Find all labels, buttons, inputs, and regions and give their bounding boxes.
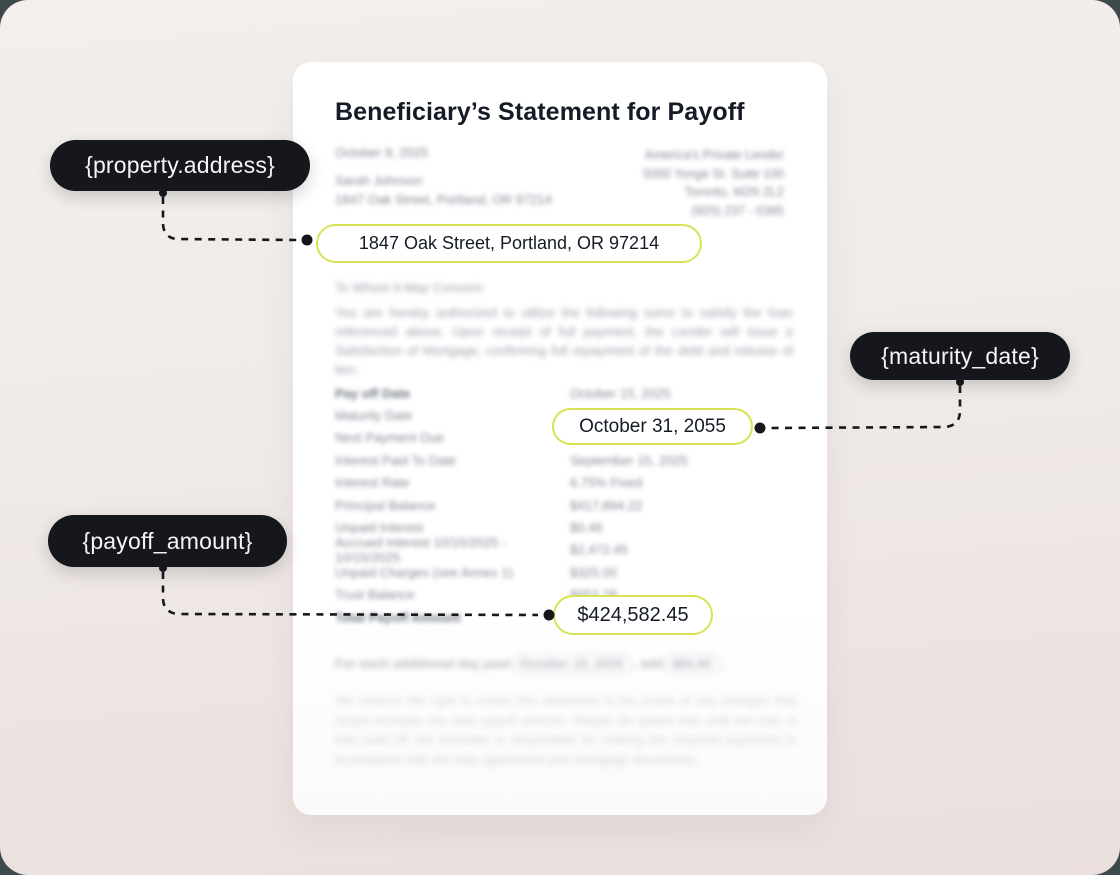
- table-row: [335, 449, 793, 471]
- per-diem-prefix: For each additional day past: [335, 656, 511, 671]
- row-value: $417,894.22: [570, 497, 643, 513]
- maturity-date-highlight-text: October 31, 2055: [579, 415, 726, 437]
- row-value: September 15, 2025: [570, 452, 688, 468]
- row-label: Next Payment Due: [335, 430, 445, 446]
- lender-city: Toronto, M2N 2L2: [684, 185, 784, 199]
- row-label: Accrued Interest 10/15/2025 - 10/15/2025: [335, 534, 507, 565]
- table-row: [335, 494, 793, 516]
- document-header-left: [335, 144, 552, 209]
- token-pill-property-address[interactable]: [50, 140, 310, 191]
- property-address-highlight[interactable]: [316, 224, 702, 263]
- row-label: Pay off Date: [335, 385, 411, 401]
- row-value: $2,472.45: [570, 542, 628, 558]
- document-title: Beneficiary’s Statement for Payoff: [335, 98, 745, 126]
- row-label: Maturity Date: [335, 408, 413, 424]
- document-card: [293, 62, 827, 815]
- row-value: October 15, 2025: [570, 385, 671, 401]
- row-label: Unpaid Charges (see Annex 1): [335, 564, 513, 580]
- token-pill-property-address-label: {property.address}: [85, 152, 275, 178]
- row-label: Total Payoff Amount: [335, 609, 461, 625]
- table-row: [335, 534, 793, 565]
- disclaimer-paragraph: We reserve the right to revise this statement in the event of any changes that would increase the total payoff amount. Please be aware that until the loan is fully paid off, the borrower is responsible for making the required payments in accordance with the loan agreement and mortgage documents.: [335, 693, 797, 767]
- row-value: $325.00: [570, 564, 617, 580]
- salutation: To Whom It May Concern:: [335, 280, 486, 295]
- property-address-highlight-text: 1847 Oak Street, Portland, OR 97214: [358, 233, 660, 253]
- lender-name: America's Private Lender: [644, 148, 784, 162]
- statement-date: October 9, 2025: [335, 145, 429, 160]
- property-address-line: 1847 Oak Street, Portland, OR 97214: [335, 192, 552, 207]
- per-diem-mid: , add: [632, 656, 663, 671]
- token-pill-maturity-date-label: {maturity_date}: [881, 342, 1039, 369]
- document-header-right: [643, 146, 784, 220]
- per-diem-note: [335, 656, 805, 671]
- payoff-amount-highlight-text: $424,582.45: [577, 603, 689, 626]
- lender-street: 5000 Yonge St. Suite 100: [642, 166, 784, 181]
- borrower-name: Sarah Johnson: [335, 173, 423, 188]
- token-pill-maturity-date[interactable]: [850, 332, 1070, 380]
- row-label: Trust Balance: [335, 587, 415, 603]
- per-diem-amount-chip: $84.90: [665, 654, 719, 673]
- row-label: Unpaid Interest: [335, 520, 424, 536]
- payoff-amount-highlight[interactable]: [553, 595, 713, 635]
- table-row: [335, 561, 793, 583]
- table-row: [335, 472, 793, 494]
- row-label: Principal Balance: [335, 497, 436, 513]
- row-label: Interest Rate: [335, 475, 410, 491]
- row-label: Interest Paid To Date: [335, 452, 457, 468]
- token-pill-payoff-amount-label: {payoff_amount}: [82, 527, 253, 554]
- table-row: [335, 382, 793, 404]
- row-value: $0.46: [570, 520, 603, 536]
- connector-property-address: [163, 197, 297, 240]
- token-pill-payoff-amount[interactable]: [48, 515, 287, 567]
- row-value: 6.75% Fixed: [570, 475, 643, 491]
- lender-phone: (925) 237 - 0395: [691, 203, 784, 218]
- per-diem-date-chip: October 15, 2025: [513, 654, 631, 673]
- intro-paragraph: You are hereby authorized to utilize the following sums to satisfy the loan referenced above. Upon receipt of full payment, the Lender will issue a Satisfaction of Mortgage, confirming full repayment of the debt and release of lien.: [335, 305, 793, 377]
- maturity-date-highlight[interactable]: [552, 408, 753, 445]
- per-diem-suffix: .: [720, 656, 725, 671]
